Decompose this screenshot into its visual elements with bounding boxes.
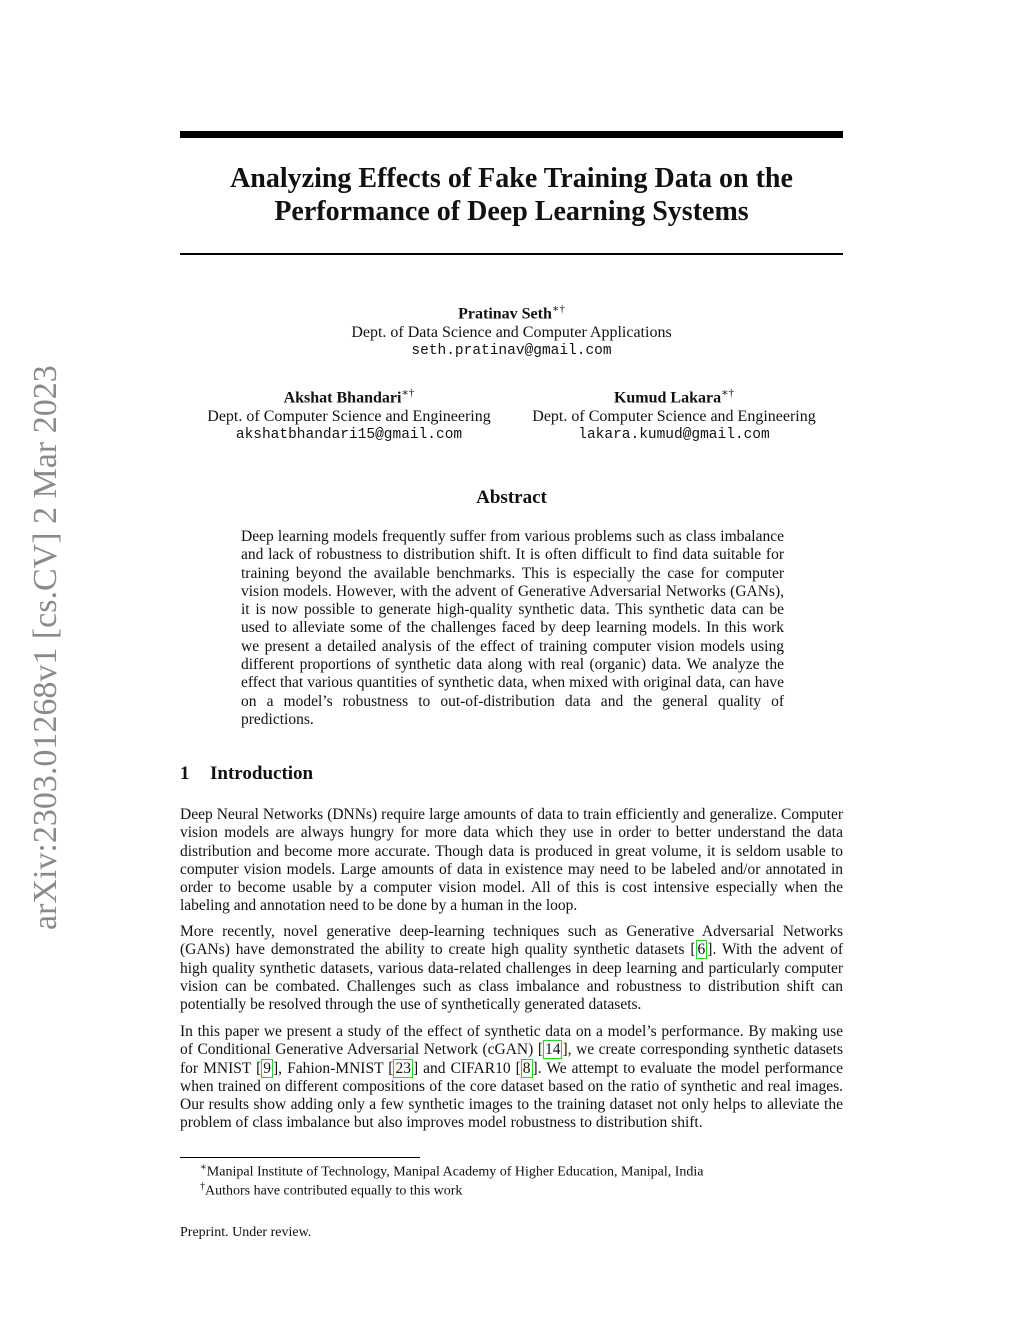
author-email[interactable]: akshatbhandari15@gmail.com [235, 427, 463, 444]
author-name: Akshat Bhandari∗† [283, 387, 415, 407]
citation-link[interactable]: 9 [263, 1059, 272, 1077]
author-name: Pratinav Seth∗† [458, 303, 565, 323]
author-email[interactable]: seth.pratinav@gmail.com [411, 343, 612, 360]
intro-paragraph-3: In this paper we present a study of the effect of synthetic data on a model’s performance. By making use of Conditional Generative Adversarial Network (cGAN) [ 14 ], we create corresponding synthetic datasets for MNIST [ 9 ], Fahion-MNIST [ 23 ] and CIFAR10 [ 8 ]. We attempt to evaluate the model performance when trained on different compositions of the core dataset based on the ratio of synthetic and real images. Our results show adding only a few synthetic images to the training dataset not only helps to alleviate the problem of class imbalance but also improves model robustness to distribution shift. [180, 1023, 843, 1132]
intro-paragraph-1: Deep Neural Networks (DNNs) require large amounts of data to train efficiently and generalize. Computer vision models are always hungry for more data which they use in order to better understand the data distribution and become more accurate. Though data is produced in great volume, it is seldom usable to computer vision models. Large amounts of data in existence may need to be labeled and/or annotated in order to become usable by a computer vision model. All of this is cost intensive especially when the labeling and annotation need to be done by a human in the loop. [180, 806, 843, 915]
arxiv-identifier-text: arXiv:2303.01268v1 [cs.CV] 2 Mar 2023 [27, 365, 64, 930]
author-name: Kumud Lakara∗† [613, 387, 735, 407]
author-block-lakara [515, 384, 833, 445]
footnote-rule [180, 1157, 420, 1158]
author-affiliation: Dept. of Computer Science and Engineering [207, 408, 491, 426]
author-email[interactable]: lakara.kumud@gmail.com [578, 427, 770, 444]
intro-paragraph-2: More recently, novel generative deep-learning techniques such as Generative Adversarial Networks (GANs) have demonstrated the ability to create high quality synthetic datasets [ 6 ]. With the advent of high quality synthetic datasets, various data-related challenges in deep learning and particularly computer vision can be combated. Challenges such as class imbalance and robustness to distribution shift can potentially be resolved through the use of synthetically generated datasets. [180, 923, 844, 1014]
footnote-equal-contribution: †Authors have contributed equally to this work [200, 1181, 463, 1199]
abstract-heading: Abstract [476, 487, 547, 508]
author-block-bhandari [190, 384, 508, 445]
author-block-seth [180, 300, 843, 361]
title-top-rule [180, 131, 843, 138]
author-affiliation: Dept. of Computer Science and Engineering [532, 408, 816, 426]
paper-title [180, 162, 843, 228]
preprint-note: Preprint. Under review. [180, 1225, 312, 1240]
section-heading-introduction [180, 763, 313, 785]
citation-link[interactable]: 23 [395, 1059, 411, 1077]
title-line-1: Analyzing Effects of Fake Training Data on the [230, 163, 793, 194]
title-line-2: Performance of Deep Learning Systems [274, 196, 749, 227]
section-title: Introduction [210, 763, 314, 784]
citation-link[interactable]: 6 [697, 941, 706, 959]
section-number: 1 [180, 763, 190, 784]
citation-link[interactable]: 8 [522, 1059, 531, 1077]
arxiv-identifier-stamp [20, 350, 68, 930]
author-affiliation: Dept. of Data Science and Computer Applications [351, 324, 672, 342]
citation-link[interactable]: 14 [544, 1041, 561, 1059]
footnote-affiliation: ∗Manipal Institute of Technology, Manipal Academy of Higher Education, Manipal, India [200, 1162, 704, 1180]
abstract-text: Deep learning models frequently suffer from various problems such as class imbalance and lack of robustness to distribution shift. It is often difficult to find data suitable for training beyond the available benchmarks. This is especially the case for computer vision models. However, with the advent of Generative Adversarial Networks (GANs), it is now possible to generate high-quality synthetic data. This synthetic data can be used to alleviate some of the challenges faced by deep learning models. In this work we present a detailed analysis of the effect of training computer vision models using different proportions of synthetic data along with real (organic) data. We analyze the effect that various quantities of synthetic data, when mixed with original data, can have on a model’s robustness to out-of-distribution data and the general quality of predictions. [241, 528, 784, 728]
title-bottom-rule [180, 253, 843, 255]
